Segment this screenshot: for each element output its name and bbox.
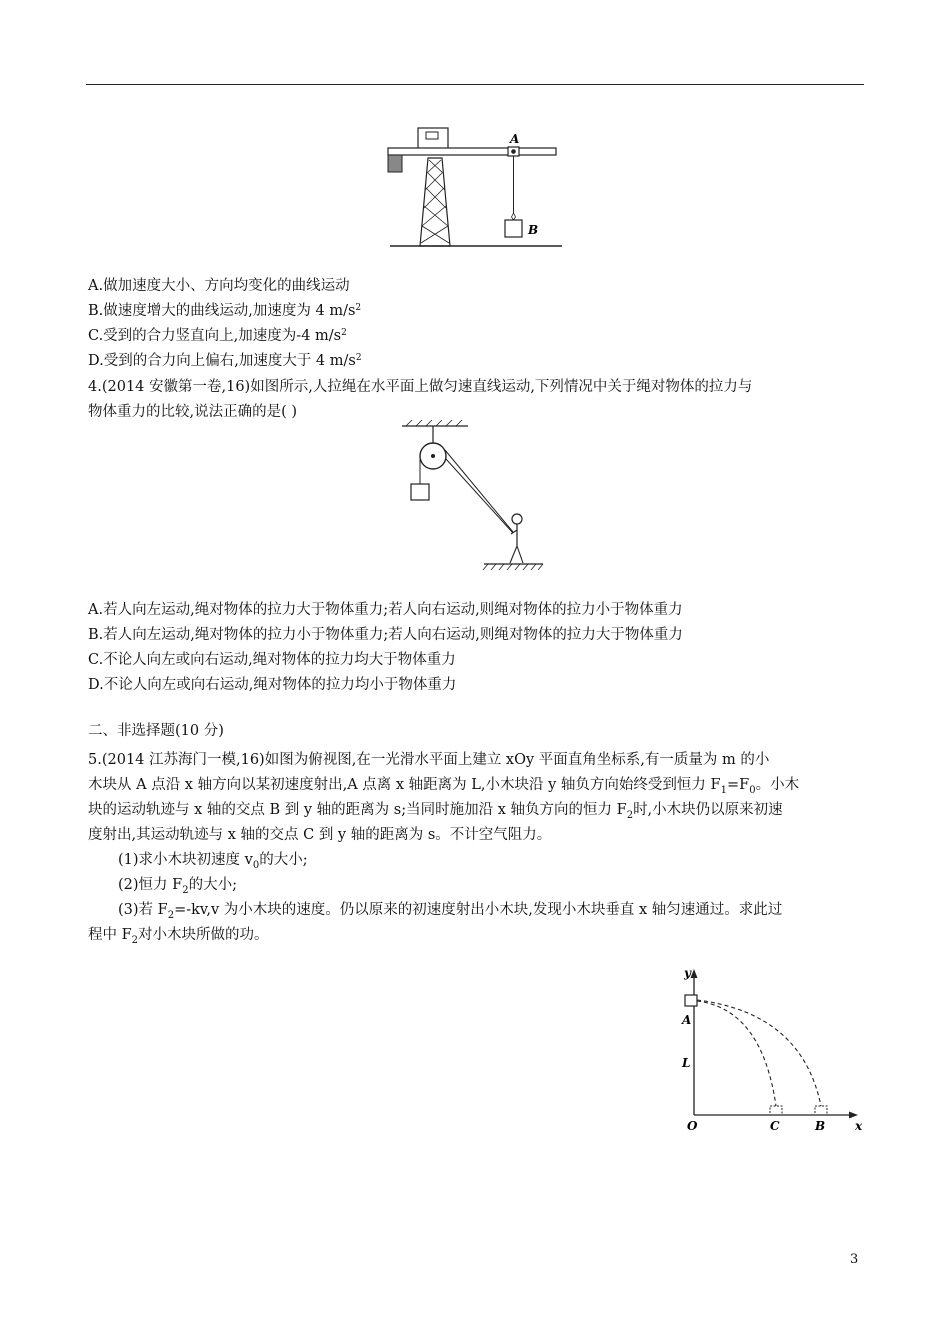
q4-stem-1: 4.(2014 安徽第一卷,16)如图所示,人拉绳在水平面上做匀速直线运动,下列情况中关于绳对物体的拉力与 xyxy=(88,379,753,395)
crane-label-b: B xyxy=(528,223,539,237)
q5-line-3: 块的运动轨迹与 x 轴的交点 B 到 y 轴的距离为 s;当同时施加沿 x 轴负方向的恒力 $F_2$时,小木块仍以原来初速 xyxy=(88,802,783,821)
coord-label-x: x xyxy=(855,1119,863,1133)
page-number: 3 xyxy=(850,1252,859,1267)
q5-line-last: 程中 $F_2$对小木块所做的功。 xyxy=(88,927,269,946)
q5-part-3: (3)若 $F_2=-kv,v$ 为小木块的速度。仍以原来的初速度射出小木块,发现小木块垂直 x 轴匀速通过。求此过 xyxy=(118,902,783,921)
coord-label-c: C xyxy=(770,1119,780,1133)
q5-line-2: 木块从 A 点沿 x 轴方向以某初速度射出,A 点离 x 轴距离为 L,小木块沿 y 轴负方向始终受到恒力 $F_1=F_0$。小木 xyxy=(88,777,800,796)
section2-title: 二、非选择题(10 分) xyxy=(88,723,224,739)
q3-option-c: C.受到的合力竖直向上,加速度为-4 $m/s^2$ xyxy=(88,328,347,344)
coord-label-a: A xyxy=(682,1013,692,1027)
q5-part-2: (2)恒力 $F_2$的大小; xyxy=(118,877,237,896)
coord-label-b: B xyxy=(815,1119,826,1133)
q5-line-1: 5.(2014 江苏海门一模,16)如图为俯视图,在一光滑水平面上建立 xOy 平面直角坐标系,有一质量为 m 的小 xyxy=(88,752,770,768)
coord-label-y: y xyxy=(684,966,691,980)
coordinate-figure xyxy=(672,965,872,1137)
q5-part-1: (1)求小木块初速度 $v_0$的大小; xyxy=(118,852,308,871)
q4-option-c: C.不论人向左或向右运动,绳对物体的拉力均大于物体重力 xyxy=(88,652,456,668)
q4-option-b: B.若人向左运动,绳对物体的拉力小于物体重力;若人向右运动,则绳对物体的拉力大于物体重力 xyxy=(88,627,683,643)
q3-option-a: A.做加速度大小、方向均变化的曲线运动 xyxy=(88,278,350,294)
q5-line-4: 度射出,其运动轨迹与 x 轴的交点 C 到 y 轴的距离为 s。不计空气阻力。 xyxy=(88,827,552,843)
q4-option-d: D.不论人向左或向右运动,绳对物体的拉力均小于物体重力 xyxy=(88,677,457,693)
coord-label-o: O xyxy=(687,1119,698,1133)
q4-option-a: A.若人向左运动,绳对物体的拉力大于物体重力;若人向右运动,则绳对物体的拉力小于物体重力 xyxy=(88,602,683,618)
pulley-figure xyxy=(398,420,548,578)
q3-option-d: D.受到的合力向上偏右,加速度大于 4 $m/s^2$ xyxy=(88,353,362,369)
q3-option-b: B.做速度增大的曲线运动,加速度为 4 $m/s^2$ xyxy=(88,303,362,319)
crane-figure xyxy=(380,118,570,250)
crane-label-a: A xyxy=(510,132,520,146)
coord-label-l: L xyxy=(682,1056,691,1070)
q4-stem-2: 物体重力的比较,说法正确的是( ) xyxy=(88,404,298,420)
header-rule xyxy=(86,84,864,85)
